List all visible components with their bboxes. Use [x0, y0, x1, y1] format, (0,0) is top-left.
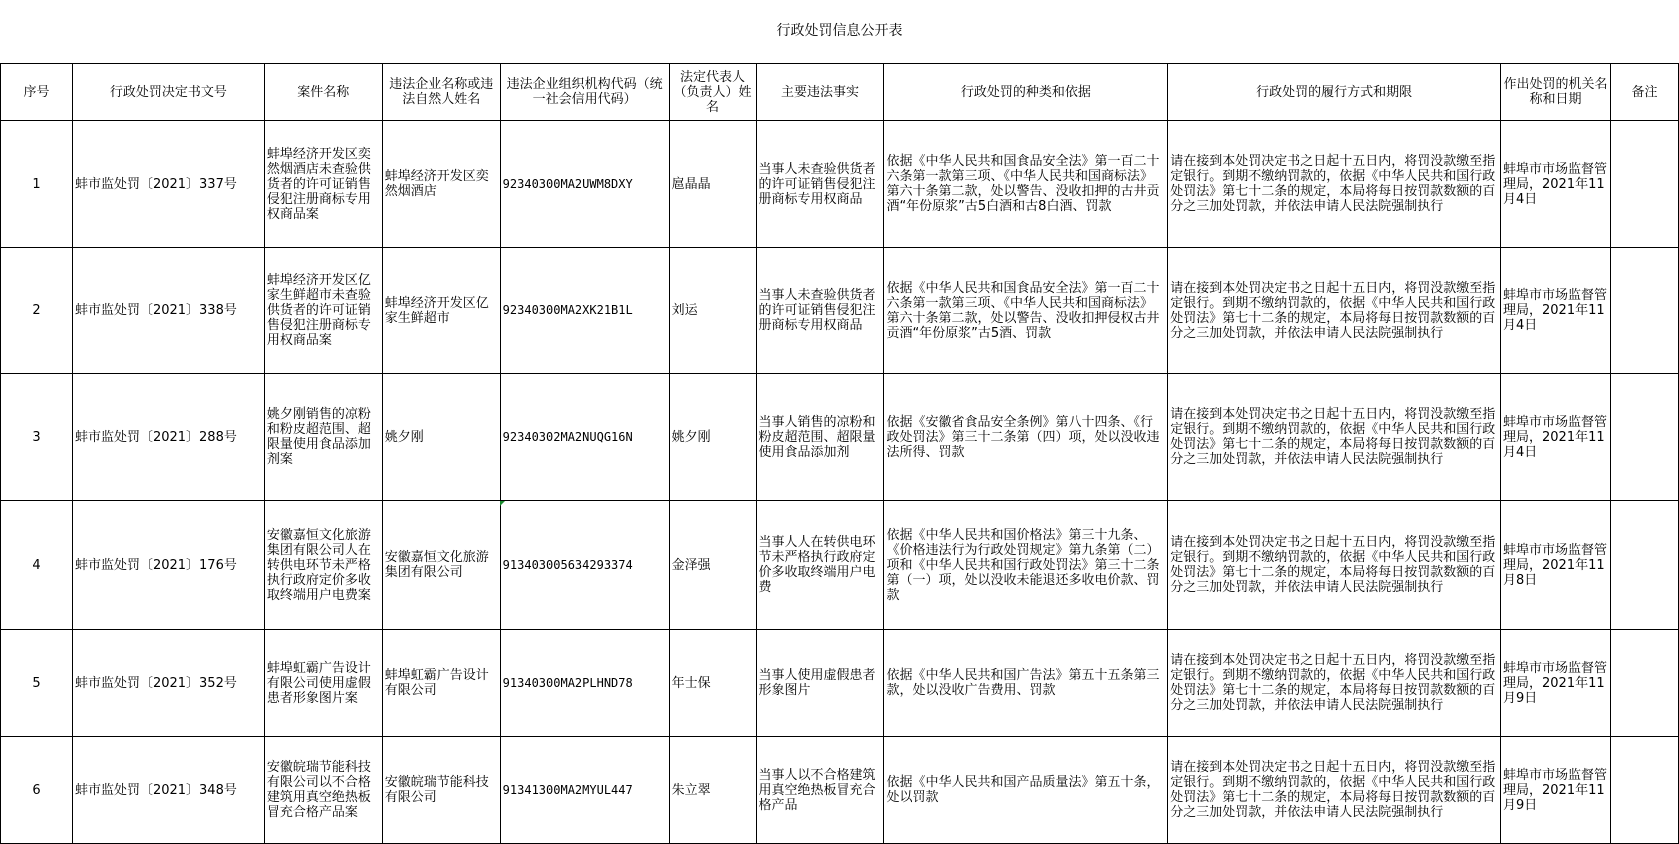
cell-performance[interactable]: 请在接到本处罚决定书之日起十五日内，将罚没款缴至指定银行。到期不缴纳罚款的，依据《中华人民共和国行政处罚法》第七十二条的规定，本局将每日按罚款数额的百分之三加处罚款，并依法申请人民法院强制执行: [1168, 121, 1501, 248]
cell-facts[interactable]: 当事人未查验供货者的许可证销售侵犯注册商标专用权商品: [756, 121, 884, 248]
cell-seq[interactable]: 3: [1, 374, 73, 501]
cell-authority[interactable]: 蚌埠市市场监督管理局，2021年11月4日: [1501, 248, 1611, 374]
cell-case-name[interactable]: 蚌埠经济开发区亿家生鲜超市未查验供货者的许可证销售侵犯注册商标专用权商品案: [264, 248, 382, 374]
cell-party-name[interactable]: 蚌埠经济开发区奕然烟酒店: [382, 121, 500, 248]
cell-performance[interactable]: 请在接到本处罚决定书之日起十五日内，将罚没款缴至指定银行。到期不缴纳罚款的，依据《中华人民共和国行政处罚法》第七十二条的规定，本局将每日按罚款数额的百分之三加处罚款，并依法申请人民法院强制执行: [1168, 248, 1501, 374]
cell-org-code[interactable]: 91341300MA2MYUL447: [500, 737, 669, 844]
cell-penalty[interactable]: 依据《中华人民共和国食品安全法》第一百二十六条第一款第三项、《中华人民共和国商标法》第六十条第二款，处以警告、没收扣押的古井贡酒“年份原浆”古5白酒和古8白酒、罚款: [884, 121, 1168, 248]
cell-performance[interactable]: 请在接到本处罚决定书之日起十五日内，将罚没款缴至指定银行。到期不缴纳罚款的，依据《中华人民共和国行政处罚法》第七十二条的规定，本局将每日按罚款数额的百分之三加处罚款，并依法申请人民法院强制执行: [1168, 374, 1501, 501]
table-row: [1, 248, 1679, 374]
cell-seq[interactable]: 1: [1, 121, 73, 248]
cell-doc-no[interactable]: 蚌市监处罚〔2021〕352号: [72, 630, 264, 737]
table-title: 行政处罚信息公开表: [1, 0, 1679, 64]
cell-case-name[interactable]: 安徽嘉恒文化旅游集团有限公司人在转供电环节未严格执行政府定价多收取终端用户电费案: [264, 501, 382, 630]
cell-facts[interactable]: 当事人使用虚假患者形象图片: [756, 630, 884, 737]
header-performance: 行政处罚的履行方式和期限: [1168, 64, 1501, 121]
cell-facts[interactable]: 当事人以不合格建筑用真空绝热板冒充合格产品: [756, 737, 884, 844]
cell-seq[interactable]: 6: [1, 737, 73, 844]
table-row: [1, 121, 1679, 248]
cell-case-name[interactable]: 安徽皖瑞节能科技有限公司以不合格建筑用真空绝热板冒充合格产品案: [264, 737, 382, 844]
cell-case-name[interactable]: 姚夕刚销售的凉粉和粉皮超范围、超限量使用食品添加剂案: [264, 374, 382, 501]
cell-doc-no[interactable]: 蚌市监处罚〔2021〕176号: [72, 501, 264, 630]
cell-penalty[interactable]: 依据《安徽省食品安全条例》第八十四条、《行政处罚法》第三十二条第（四）项，处以没收违法所得、罚款: [884, 374, 1168, 501]
cell-case-name[interactable]: 蚌埠虹霸广告设计有限公司使用虚假患者形象图片案: [264, 630, 382, 737]
cell-org-code[interactable]: 92340302MA2NUQG16N: [500, 374, 669, 501]
cell-penalty[interactable]: 依据《中华人民共和国价格法》第三十九条、《价格违法行为行政处罚规定》第九条第（二）项和《中华人民共和国行政处罚法》第三十二条第（一）项，处以没收未能退还多收电价款、罚款: [884, 501, 1168, 630]
cell-performance[interactable]: 请在接到本处罚决定书之日起十五日内，将罚没款缴至指定银行。到期不缴纳罚款的，依据《中华人民共和国行政处罚法》第七十二条的规定，本局将每日按罚款数额的百分之三加处罚款，并依法申请人民法院强制执行: [1168, 501, 1501, 630]
cell-legal-rep[interactable]: 姚夕刚: [669, 374, 756, 501]
cell-legal-rep[interactable]: 朱立翠: [669, 737, 756, 844]
cell-org-code[interactable]: 92340300MA2XK21B1L: [500, 248, 669, 374]
cell-facts[interactable]: 当事人未查验供货者的许可证销售侵犯注册商标专用权商品: [756, 248, 884, 374]
cell-legal-rep[interactable]: 刘运: [669, 248, 756, 374]
cell-remark[interactable]: [1610, 374, 1678, 501]
header-legal-rep: 法定代表人（负责人）姓名: [669, 64, 756, 121]
cell-doc-no[interactable]: 蚌市监处罚〔2021〕337号: [72, 121, 264, 248]
cell-party-name[interactable]: 安徽皖瑞节能科技有限公司: [382, 737, 500, 844]
cell-doc-no[interactable]: 蚌市监处罚〔2021〕338号: [72, 248, 264, 374]
cell-performance[interactable]: 请在接到本处罚决定书之日起十五日内，将罚没款缴至指定银行。到期不缴纳罚款的，依据《中华人民共和国行政处罚法》第七十二条的规定，本局将每日按罚款数额的百分之三加处罚款，并依法申请人民法院强制执行: [1168, 630, 1501, 737]
header-penalty: 行政处罚的种类和依据: [884, 64, 1168, 121]
cell-remark[interactable]: [1610, 121, 1678, 248]
header-authority: 作出处罚的机关名称和日期: [1501, 64, 1611, 121]
cell-org-code[interactable]: 92340300MA2UWM8DXY: [500, 121, 669, 248]
table-row: [1, 501, 1679, 630]
cell-facts[interactable]: 当事人销售的凉粉和粉皮超范围、超限量使用食品添加剂: [756, 374, 884, 501]
comment-marker-icon: [500, 501, 505, 506]
cell-authority[interactable]: 蚌埠市市场监督管理局，2021年11月4日: [1501, 121, 1611, 248]
cell-penalty[interactable]: 依据《中华人民共和国广告法》第五十五条第三款，处以没收广告费用、罚款: [884, 630, 1168, 737]
cell-org-code[interactable]: 913403005634293374: [500, 501, 669, 630]
cell-legal-rep[interactable]: 金泽强: [669, 501, 756, 630]
table-row: [1, 737, 1679, 844]
cell-seq[interactable]: 5: [1, 630, 73, 737]
header-facts: 主要违法事实: [756, 64, 884, 121]
cell-authority[interactable]: 蚌埠市市场监督管理局，2021年11月9日: [1501, 737, 1611, 844]
cell-party-name[interactable]: 蚌埠经济开发区亿家生鲜超市: [382, 248, 500, 374]
cell-authority[interactable]: 蚌埠市市场监督管理局，2021年11月4日: [1501, 374, 1611, 501]
cell-party-name[interactable]: 姚夕刚: [382, 374, 500, 501]
cell-performance[interactable]: 请在接到本处罚决定书之日起十五日内，将罚没款缴至指定银行。到期不缴纳罚款的，依据《中华人民共和国行政处罚法》第七十二条的规定，本局将每日按罚款数额的百分之三加处罚款，并依法申请人民法院强制执行: [1168, 737, 1501, 844]
cell-penalty[interactable]: 依据《中华人民共和国产品质量法》第五十条，处以罚款: [884, 737, 1168, 844]
header-org-code: 违法企业组织机构代码（统一社会信用代码）: [500, 64, 669, 121]
cell-legal-rep[interactable]: 扈晶晶: [669, 121, 756, 248]
header-remark: 备注: [1610, 64, 1678, 121]
header-doc-no: 行政处罚决定书文号: [72, 64, 264, 121]
cell-party-name[interactable]: 蚌埠虹霸广告设计有限公司: [382, 630, 500, 737]
cell-remark[interactable]: [1610, 501, 1678, 630]
table-row: [1, 630, 1679, 737]
cell-authority[interactable]: 蚌埠市市场监督管理局，2021年11月8日: [1501, 501, 1611, 630]
cell-remark[interactable]: [1610, 630, 1678, 737]
cell-authority[interactable]: 蚌埠市市场监督管理局，2021年11月9日: [1501, 630, 1611, 737]
cell-case-name[interactable]: 蚌埠经济开发区奕然烟酒店未查验供货者的许可证销售侵犯注册商标专用权商品案: [264, 121, 382, 248]
cell-seq[interactable]: 2: [1, 248, 73, 374]
header-row: [1, 64, 1679, 121]
header-party-name: 违法企业名称或违法自然人姓名: [382, 64, 500, 121]
cell-legal-rep[interactable]: 年士保: [669, 630, 756, 737]
cell-party-name[interactable]: 安徽嘉恒文化旅游集团有限公司: [382, 501, 500, 630]
table-row: [1, 374, 1679, 501]
cell-doc-no[interactable]: 蚌市监处罚〔2021〕348号: [72, 737, 264, 844]
cell-penalty[interactable]: 依据《中华人民共和国食品安全法》第一百二十六条第一款第三项、《中华人民共和国商标法》第六十条第二款，处以警告、没收扣押侵权古井贡酒“年份原浆”古5酒、罚款: [884, 248, 1168, 374]
cell-org-code[interactable]: 91340300MA2PLHND78: [500, 630, 669, 737]
header-case-name: 案件名称: [264, 64, 382, 121]
cell-seq[interactable]: 4: [1, 501, 73, 630]
cell-remark[interactable]: [1610, 737, 1678, 844]
cell-doc-no[interactable]: 蚌市监处罚〔2021〕288号: [72, 374, 264, 501]
header-seq: 序号: [1, 64, 73, 121]
cell-remark[interactable]: [1610, 248, 1678, 374]
cell-facts[interactable]: 当事人人在转供电环节未严格执行政府定价多收取终端用户电费: [756, 501, 884, 630]
